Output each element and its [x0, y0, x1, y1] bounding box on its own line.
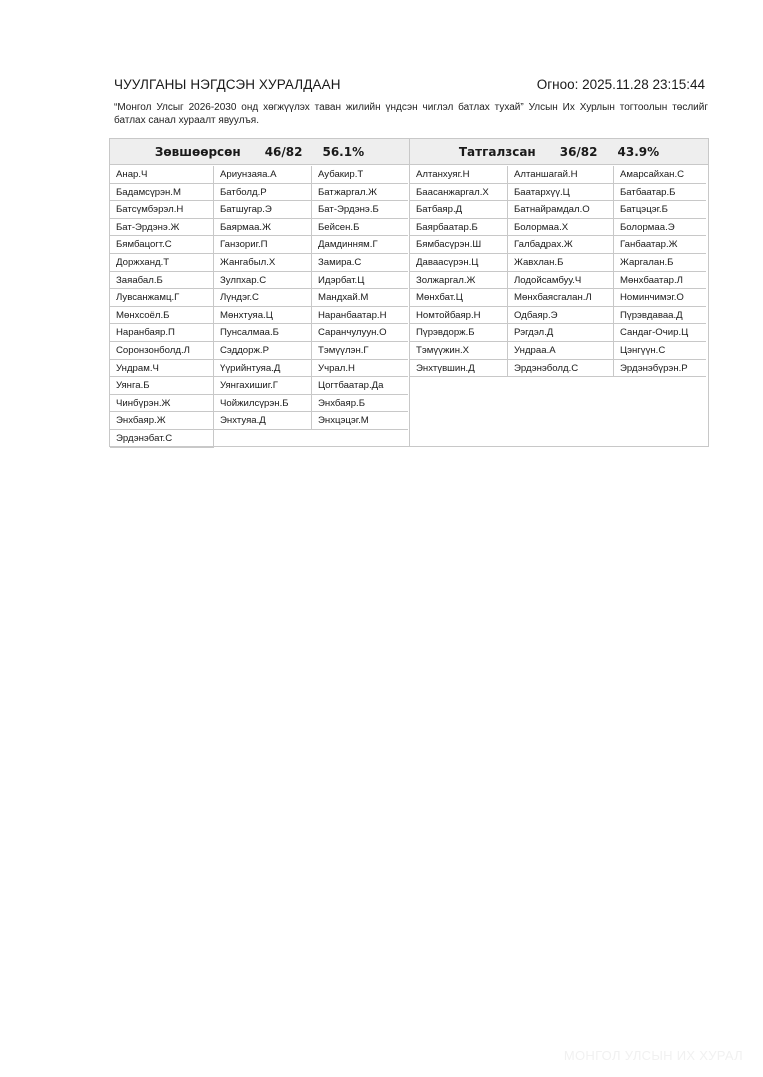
approve-member-name: Чинбүрэн.Ж	[110, 395, 214, 413]
approve-member-name: Энхбаяр.Ж	[110, 412, 214, 430]
approve-member-name: Ундрам.Ч	[110, 360, 214, 378]
reject-member-name: Ганбаатар.Ж	[614, 236, 706, 254]
approve-member-name: Анар.Ч	[110, 166, 214, 184]
approve-names-grid	[110, 165, 409, 448]
reject-member-name: Батцэцэг.Б	[614, 201, 706, 219]
approve-member-name: Уянгахишиг.Г	[214, 377, 312, 395]
reject-member-name: Баатархүү.Ц	[508, 184, 614, 202]
approve-member-name: Лүндэг.С	[214, 289, 312, 307]
reject-member-name: Болормаа.Х	[508, 219, 614, 237]
reject-member-name: Жаргалан.Б	[614, 254, 706, 272]
watermark: МОНГОЛ УЛСЫН ИХ ХУРАЛ	[563, 1048, 743, 1063]
approve-member-name: Лувсанжамц.Г	[110, 289, 214, 307]
approve-member-name: Аубакир.Т	[312, 166, 408, 184]
vote-results-table	[109, 138, 709, 447]
approve-percent: 56.1%	[322, 144, 365, 159]
approve-member-name: Саранчулуун.О	[312, 324, 408, 342]
approve-member-name: Мандхай.М	[312, 289, 408, 307]
reject-member-name: Золжаргал.Ж	[410, 272, 508, 290]
approve-member-name: Чойжилсүрэн.Б	[214, 395, 312, 413]
approve-member-name: Наранбаяр.П	[110, 324, 214, 342]
reject-member-name: Пүрэвдаваа.Д	[614, 307, 706, 325]
reject-member-name: Одбаяр.Э	[508, 307, 614, 325]
reject-member-name: Ундраа.А	[508, 342, 614, 360]
approve-member-name: Цогтбаатар.Да	[312, 377, 408, 395]
reject-member-name: Энхтүвшин.Д	[410, 360, 508, 378]
approve-member-name: Батжаргал.Ж	[312, 184, 408, 202]
reject-member-name: Галбадрах.Ж	[508, 236, 614, 254]
approve-member-name: Тэмүүлэн.Г	[312, 342, 408, 360]
reject-member-name: Цэнгүүн.С	[614, 342, 706, 360]
reject-member-name: Алтанхуяг.Н	[410, 166, 508, 184]
approve-member-name: Бямбацогт.С	[110, 236, 214, 254]
approve-member-name: Баярмаа.Ж	[214, 219, 312, 237]
reject-member-name: Эрдэнэболд.С	[508, 360, 614, 378]
approve-member-name: Бадамсүрэн.М	[110, 184, 214, 202]
approve-header	[110, 139, 409, 165]
approve-member-name: Пунсалмаа.Б	[214, 324, 312, 342]
approve-member-name: Жангабыл.Х	[214, 254, 312, 272]
approve-member-name: Энхбаяр.Б	[312, 395, 408, 413]
reject-member-name: Баасанжаргал.Х	[410, 184, 508, 202]
approve-member-name: Дамдинням.Г	[312, 236, 408, 254]
reject-member-name: Мөнхбаатар.Л	[614, 272, 706, 290]
reject-header	[410, 139, 708, 165]
reject-member-name: Бямбасүрэн.Ш	[410, 236, 508, 254]
approve-member-name: Бейсен.Б	[312, 219, 408, 237]
approve-member-name: Сэддорж.Р	[214, 342, 312, 360]
approve-member-name: Ариунзаяа.А	[214, 166, 312, 184]
reject-member-name: Даваасүрэн.Ц	[410, 254, 508, 272]
approve-member-name: Доржханд.Т	[110, 254, 214, 272]
approve-member-name: Соронзонболд.Л	[110, 342, 214, 360]
reject-member-name: Пүрэвдорж.Б	[410, 324, 508, 342]
approve-member-name: Идэрбат.Ц	[312, 272, 408, 290]
approve-member-name: Зулпхар.С	[214, 272, 312, 290]
reject-label: Татгалзсан	[458, 144, 536, 159]
approve-member-name: Уянга.Б	[110, 377, 214, 395]
reject-panel	[410, 139, 708, 446]
approve-member-name: Бат-Эрдэнэ.Ж	[110, 219, 214, 237]
reject-member-name: Лодойсамбуу.Ч	[508, 272, 614, 290]
reject-count: 36/82	[559, 144, 598, 159]
approve-member-name: Наранбаатар.Н	[312, 307, 408, 325]
approve-member-name: Бат-Эрдэнэ.Б	[312, 201, 408, 219]
reject-member-name: Тэмүүжин.Х	[410, 342, 508, 360]
approve-member-name: Эрдэнэбат.С	[110, 430, 214, 448]
reject-member-name: Мөнхбаясгалан.Л	[508, 289, 614, 307]
approve-member-name: Заяабал.Б	[110, 272, 214, 290]
approve-label: Зөвшөөрсөн	[154, 144, 241, 159]
reject-member-name: Номинчимэг.О	[614, 289, 706, 307]
reject-member-name: Баярбаатар.Б	[410, 219, 508, 237]
reject-member-name: Батбаяр.Д	[410, 201, 508, 219]
approve-member-name: Батболд.Р	[214, 184, 312, 202]
reject-member-name: Рэгдэл.Д	[508, 324, 614, 342]
approve-member-name: Үүрийнтуяа.Д	[214, 360, 312, 378]
reject-member-name: Мөнхбат.Ц	[410, 289, 508, 307]
reject-member-name: Батбаатар.Б	[614, 184, 706, 202]
approve-member-name: Мөнхсоёл.Б	[110, 307, 214, 325]
approve-member-name: Батшугар.Э	[214, 201, 312, 219]
vote-date: Огноо: 2025.11.28 23:15:44	[536, 77, 705, 92]
approve-member-name: Мөнхтуяа.Ц	[214, 307, 312, 325]
approve-member-name: Учрал.Н	[312, 360, 408, 378]
reject-names-grid	[410, 165, 708, 377]
reject-member-name: Жавхлан.Б	[508, 254, 614, 272]
approve-member-name: Ганзориг.П	[214, 236, 312, 254]
approve-panel	[110, 139, 410, 446]
session-title: ЧУУЛГАНЫ НЭГДСЭН ХУРАЛДААН	[114, 77, 341, 92]
approve-count: 46/82	[264, 144, 303, 159]
reject-member-name: Сандаг-Очир.Ц	[614, 324, 706, 342]
reject-member-name: Болормаа.Э	[614, 219, 706, 237]
approve-member-name: Батсүмбэрэл.Н	[110, 201, 214, 219]
reject-member-name: Амарсайхан.С	[614, 166, 706, 184]
approve-member-name: Энхцэцэг.М	[312, 412, 408, 430]
reject-member-name: Эрдэнэбүрэн.Р	[614, 360, 706, 378]
reject-member-name: Батнайрамдал.О	[508, 201, 614, 219]
approve-member-name: Замира.С	[312, 254, 408, 272]
reject-member-name: Алтаншагай.Н	[508, 166, 614, 184]
reject-percent: 43.9%	[617, 144, 660, 159]
reject-member-name: Номтойбаяр.Н	[410, 307, 508, 325]
document-header	[114, 77, 705, 92]
approve-member-name: Энхтуяа.Д	[214, 412, 312, 430]
vote-subject: “Монгол Улсыг 2026-2030 онд хөгжүүлэх таван жилийн үндсэн чиглэл батлах тухай” Улсын Их Хурлын тогтоолын төслийг батлах санал хураалт явуулъя.	[114, 102, 708, 126]
